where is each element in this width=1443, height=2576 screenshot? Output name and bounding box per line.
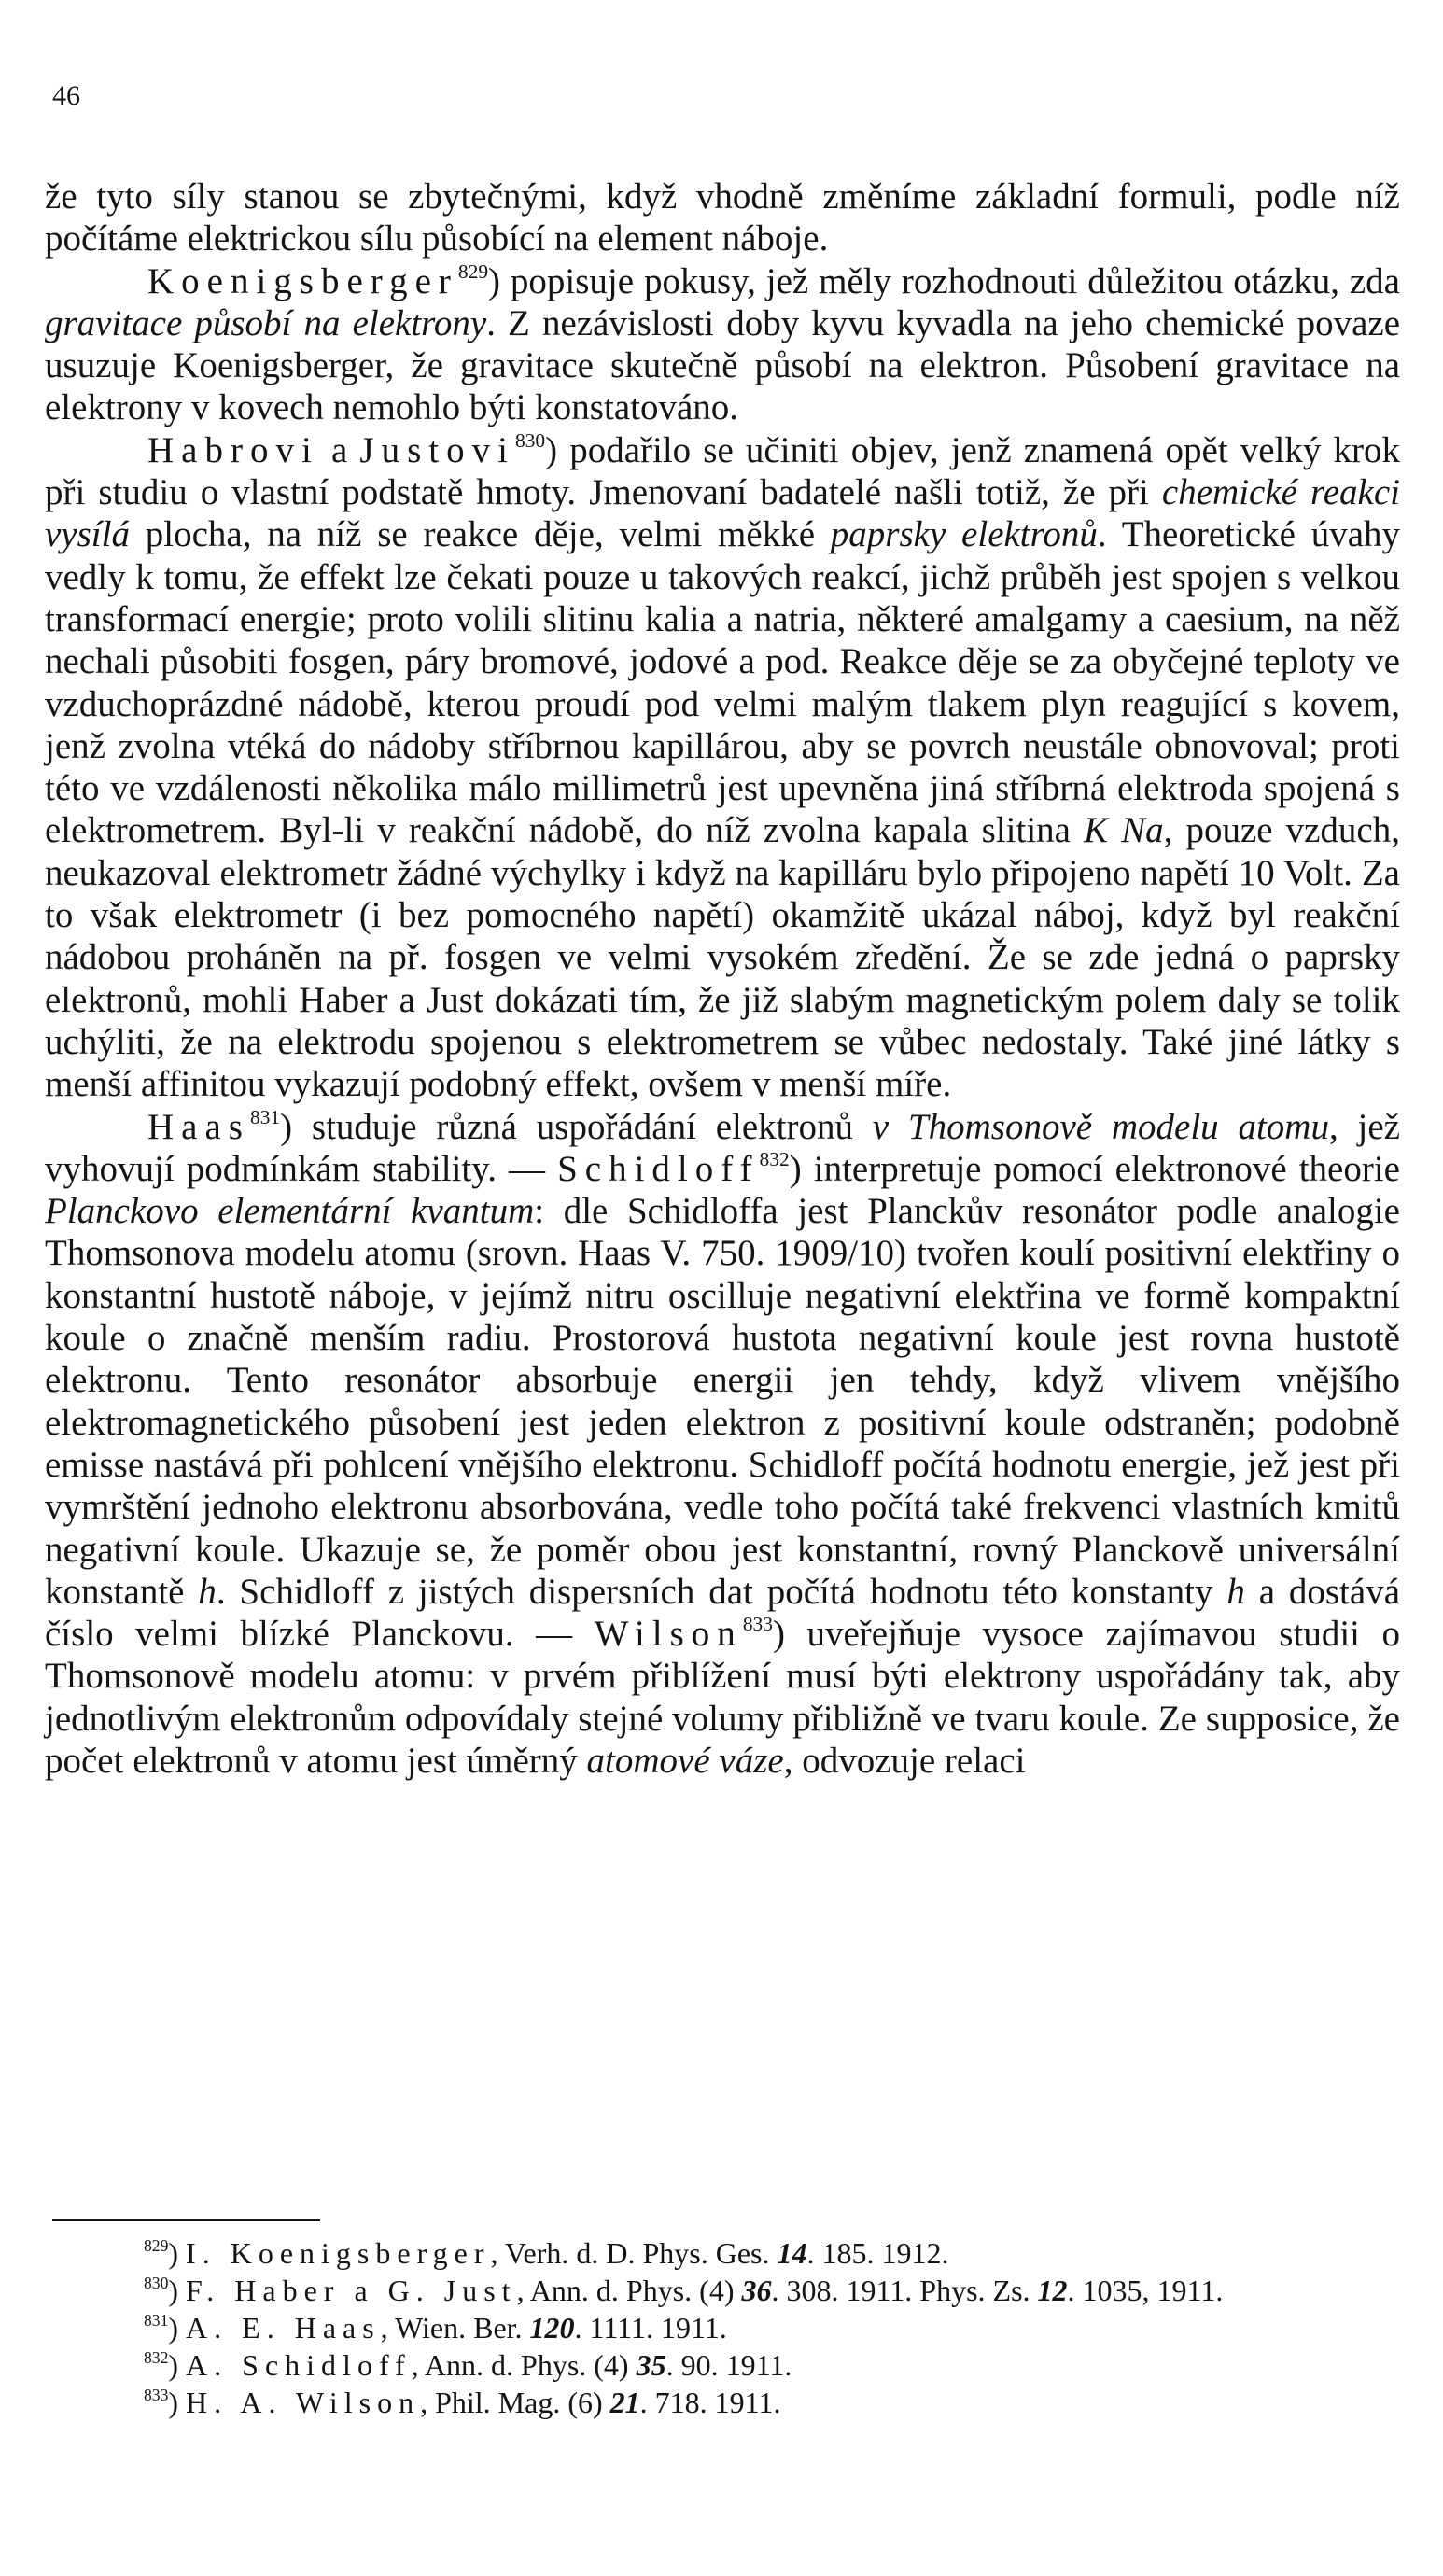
- footnote-pages: . 90. 1911.: [665, 2348, 792, 2382]
- author-name: Justovi: [359, 429, 515, 470]
- footnote-paren: ): [168, 2348, 179, 2382]
- paragraph: [45, 1106, 1400, 1783]
- author-name: Koenigsberger: [147, 260, 458, 301]
- paragraph-text: plocha, na níž se reakce děje, velmi měkké: [129, 514, 831, 555]
- footnote-pages: . 1035, 1911.: [1067, 2274, 1224, 2307]
- author-name: Schidloff: [557, 1148, 760, 1189]
- paragraph-text: a dostává číslo velmi blízké Planckovu. —: [45, 1571, 1400, 1655]
- paragraph: [45, 429, 1400, 1106]
- paragraph-text: . Theoretické úvahy vedly k tomu, že effekt lze čekati pouze u takových reakcí, jichž průběh jest spojen s velkou transformací energie; proto volili slitinu kalia a natria, některé amalgamy a caesium, na něž nechali působiti fosgen, páry bromové, jodové a pod. Reakce děje se za obyčejné teploty ve vzduchoprázdné nádobě, kterou proudí pod velmi malým tlakem plyn reagující s kovem, jenž zvolna vtéká do nádoby stříbrnou kapillárou, aby se povrch neustále obnovoval; proti této ve vzdálenosti několika málo millimetrů jest upevněna jiná stříbrná elektroda spojená s elektrometrem. Byl-li v reakční nádobě, do níž zvolna kapala slitina: [45, 514, 1401, 851]
- footnote-number: 832: [144, 2347, 169, 2367]
- footnote-volume: 12: [1037, 2274, 1068, 2307]
- paragraph-text: , odvozuje relaci: [783, 1740, 1026, 1781]
- footnote-author: A. Schidloff: [186, 2348, 412, 2382]
- author-name: Wilson: [594, 1614, 743, 1655]
- footnote-ref: 831: [249, 1105, 281, 1128]
- paragraph-text: . Schidloff z jistých dispersních dat počítá hodnotu této konstanty: [216, 1571, 1227, 1612]
- emphasis-text: gravitace působí na elektrony: [45, 302, 487, 343]
- footnote: [45, 2234, 1400, 2272]
- footnote-ref: 833: [742, 1613, 773, 1636]
- footnote-author: I. Koenigsberger: [186, 2236, 491, 2270]
- footnotes: [45, 2234, 1400, 2421]
- author-name: Haas: [147, 1106, 250, 1147]
- footnote-number: 833: [144, 2385, 169, 2404]
- footnote: [45, 2346, 1400, 2384]
- footnote-number: 830: [144, 2273, 169, 2292]
- footnote-ref: 830: [514, 428, 546, 452]
- emphasis-text: v Thomsonově modelu atomu: [872, 1106, 1329, 1147]
- emphasis-text: h: [1226, 1571, 1245, 1612]
- paragraph-text: ) popisuje pokusy, jež měly rozhodnouti důležitou otázku, zda: [488, 260, 1400, 301]
- paragraph: [45, 175, 1400, 260]
- footnote-author: A. E. Haas: [186, 2311, 381, 2345]
- paragraph-text: ) uveřejňuje vysoce zajímavou studii o Thomsonově modelu atomu: v prvém přiblížení musí býti elektrony uspořádány tak, aby jednotlivým elektronům odpovídaly stejné volumy přibližně ve tvaru koule. Ze supposice, že počet elektronů v atomu jest úměrný: [45, 1614, 1400, 1781]
- footnote-pages: . 1111. 1911.: [574, 2311, 727, 2345]
- emphasis-text: atomové váze: [586, 1740, 784, 1781]
- paragraph-text: : dle Schidloffa jest Planckův resonátor podle analogie Thomsonova modelu atomu (srovn. Haas V. 750. 1909/10) tvořen koulí positivní elektřiny o konstantní hustotě náboje, v jejímž nitru oscilluje negativní elektřina ve formě kompaktní koule o značně menším radiu. Prostorová hustota negativní koule jest rovna hustotě elektronu. Tento resonátor absorbuje energii jen tehdy, když vlivem vnějšího elektromagnetického působení jest jeden elektron z positivní koule odstraněn; podobně emisse nastává při pohlcení vnějšího elektronu. Schidloff počítá hodnotu energie, jež jest při vymrštění jednoho elektronu absorbována, vedle toho počítá také frekvenci vlastních kmitů negativní koule. Ukazuje se, že poměr obou jest konstantní, rovný Planckově universální konstantě: [45, 1191, 1400, 1612]
- footnote-paren: ): [168, 2311, 179, 2345]
- footnote-volume: 36: [741, 2274, 772, 2307]
- emphasis-text: Planckovo elementární kvantum: [45, 1191, 535, 1232]
- footnote-paren: ): [168, 2386, 179, 2419]
- footnote-number: 831: [144, 2310, 169, 2330]
- footnote-divider: [52, 2219, 320, 2221]
- footnote-volume: 35: [636, 2348, 666, 2382]
- footnote-ref: 832: [759, 1147, 790, 1170]
- paragraph-text: , pouze vzduch, neukazoval elektrometr žádné výchylky i když na kapilláru bylo připojeno napětí 10 Volt. Za to však elektrometr (i bez pomocného napětí) okamžitě ukázal náboj, když byl reakční nádobou proháněn na př. fosgen ve velmi vysokém zředění. Že se zde jedná o paprsky elektronů, mohli Haber a Just dokázati tím, že již slabým magnetickým polem daly se tolik uchýliti, že na elektrodu spojenou s elektrometrem se vůbec nedostaly. Také jiné látky s menší affinitou vykazují podobný effekt, ovšem v menší míře.: [45, 810, 1400, 1105]
- footnote: [45, 2309, 1400, 2346]
- footnote-paren: ): [168, 2274, 179, 2307]
- footnote-pages: . 185. 1912.: [806, 2236, 949, 2270]
- footnote: [45, 2272, 1400, 2309]
- footnote-source: , Ann. d. Phys. (4): [411, 2348, 637, 2382]
- footnote-source: , Ann. d. Phys. (4): [516, 2274, 742, 2307]
- paragraph-text: , jež vyhovují podmínkám stability. —: [45, 1106, 1400, 1189]
- footnote-pages: . 718. 1911.: [639, 2386, 781, 2419]
- footnote-number: 829: [144, 2235, 169, 2255]
- paragraph-text: . Z nezávislosti doby kyvu kyvadla na jeho chemické povaze usuzuje Koenigsberger, že gravitace skutečně působí na elektron. Působení gravitace na elektrony v kovech nemohlo býti konstatováno.: [45, 302, 1401, 428]
- author-name: Habrovi: [147, 429, 319, 470]
- footnote-volume: 21: [609, 2386, 640, 2419]
- footnote-source: , Wien. Ber.: [380, 2311, 530, 2345]
- footnote-source: , Phil. Mag. (6): [420, 2386, 610, 2419]
- conjunction: a: [330, 429, 348, 470]
- footnote-paren: ): [168, 2236, 179, 2270]
- footnote-volume: 120: [529, 2311, 575, 2345]
- paragraph-text: že tyto síly stanou se zbytečnými, když vhodně změníme základní formuli, podle níž počítáme elektrickou sílu působící na element náboje.: [45, 176, 1400, 259]
- paragraph: [45, 260, 1400, 429]
- footnote-author: F. Haber a G. Just: [186, 2274, 517, 2307]
- footnote-author: H. A. Wilson: [186, 2386, 421, 2419]
- body-text: [45, 175, 1400, 1782]
- footnote: [45, 2384, 1400, 2421]
- footnote-volume: 14: [777, 2236, 807, 2270]
- paragraph-text: ) studuje různá uspořádání elektronů: [280, 1106, 873, 1147]
- footnote-pages: . 308. 1911. Phys. Zs.: [771, 2274, 1038, 2307]
- paragraph-text: ) podařilo se učiniti objev, jenž znamená opět velký krok při studiu o vlastní podstatě hmoty. Jmenovaní badatelé našli totiž, že při: [45, 429, 1401, 513]
- emphasis-text: h: [198, 1571, 217, 1612]
- footnote-ref: 829: [457, 259, 489, 283]
- emphasis-text: chemické reakci vysílá: [45, 472, 1400, 555]
- page-number: 46: [52, 80, 80, 111]
- emphasis-text: paprsky elektronů: [830, 514, 1098, 555]
- footnote-source: , Verh. d. D. Phys. Ges.: [490, 2236, 778, 2270]
- emphasis-text: K Na: [1084, 810, 1164, 851]
- paragraph-text: ) interpretuje pomocí elektronové theorie: [789, 1148, 1400, 1189]
